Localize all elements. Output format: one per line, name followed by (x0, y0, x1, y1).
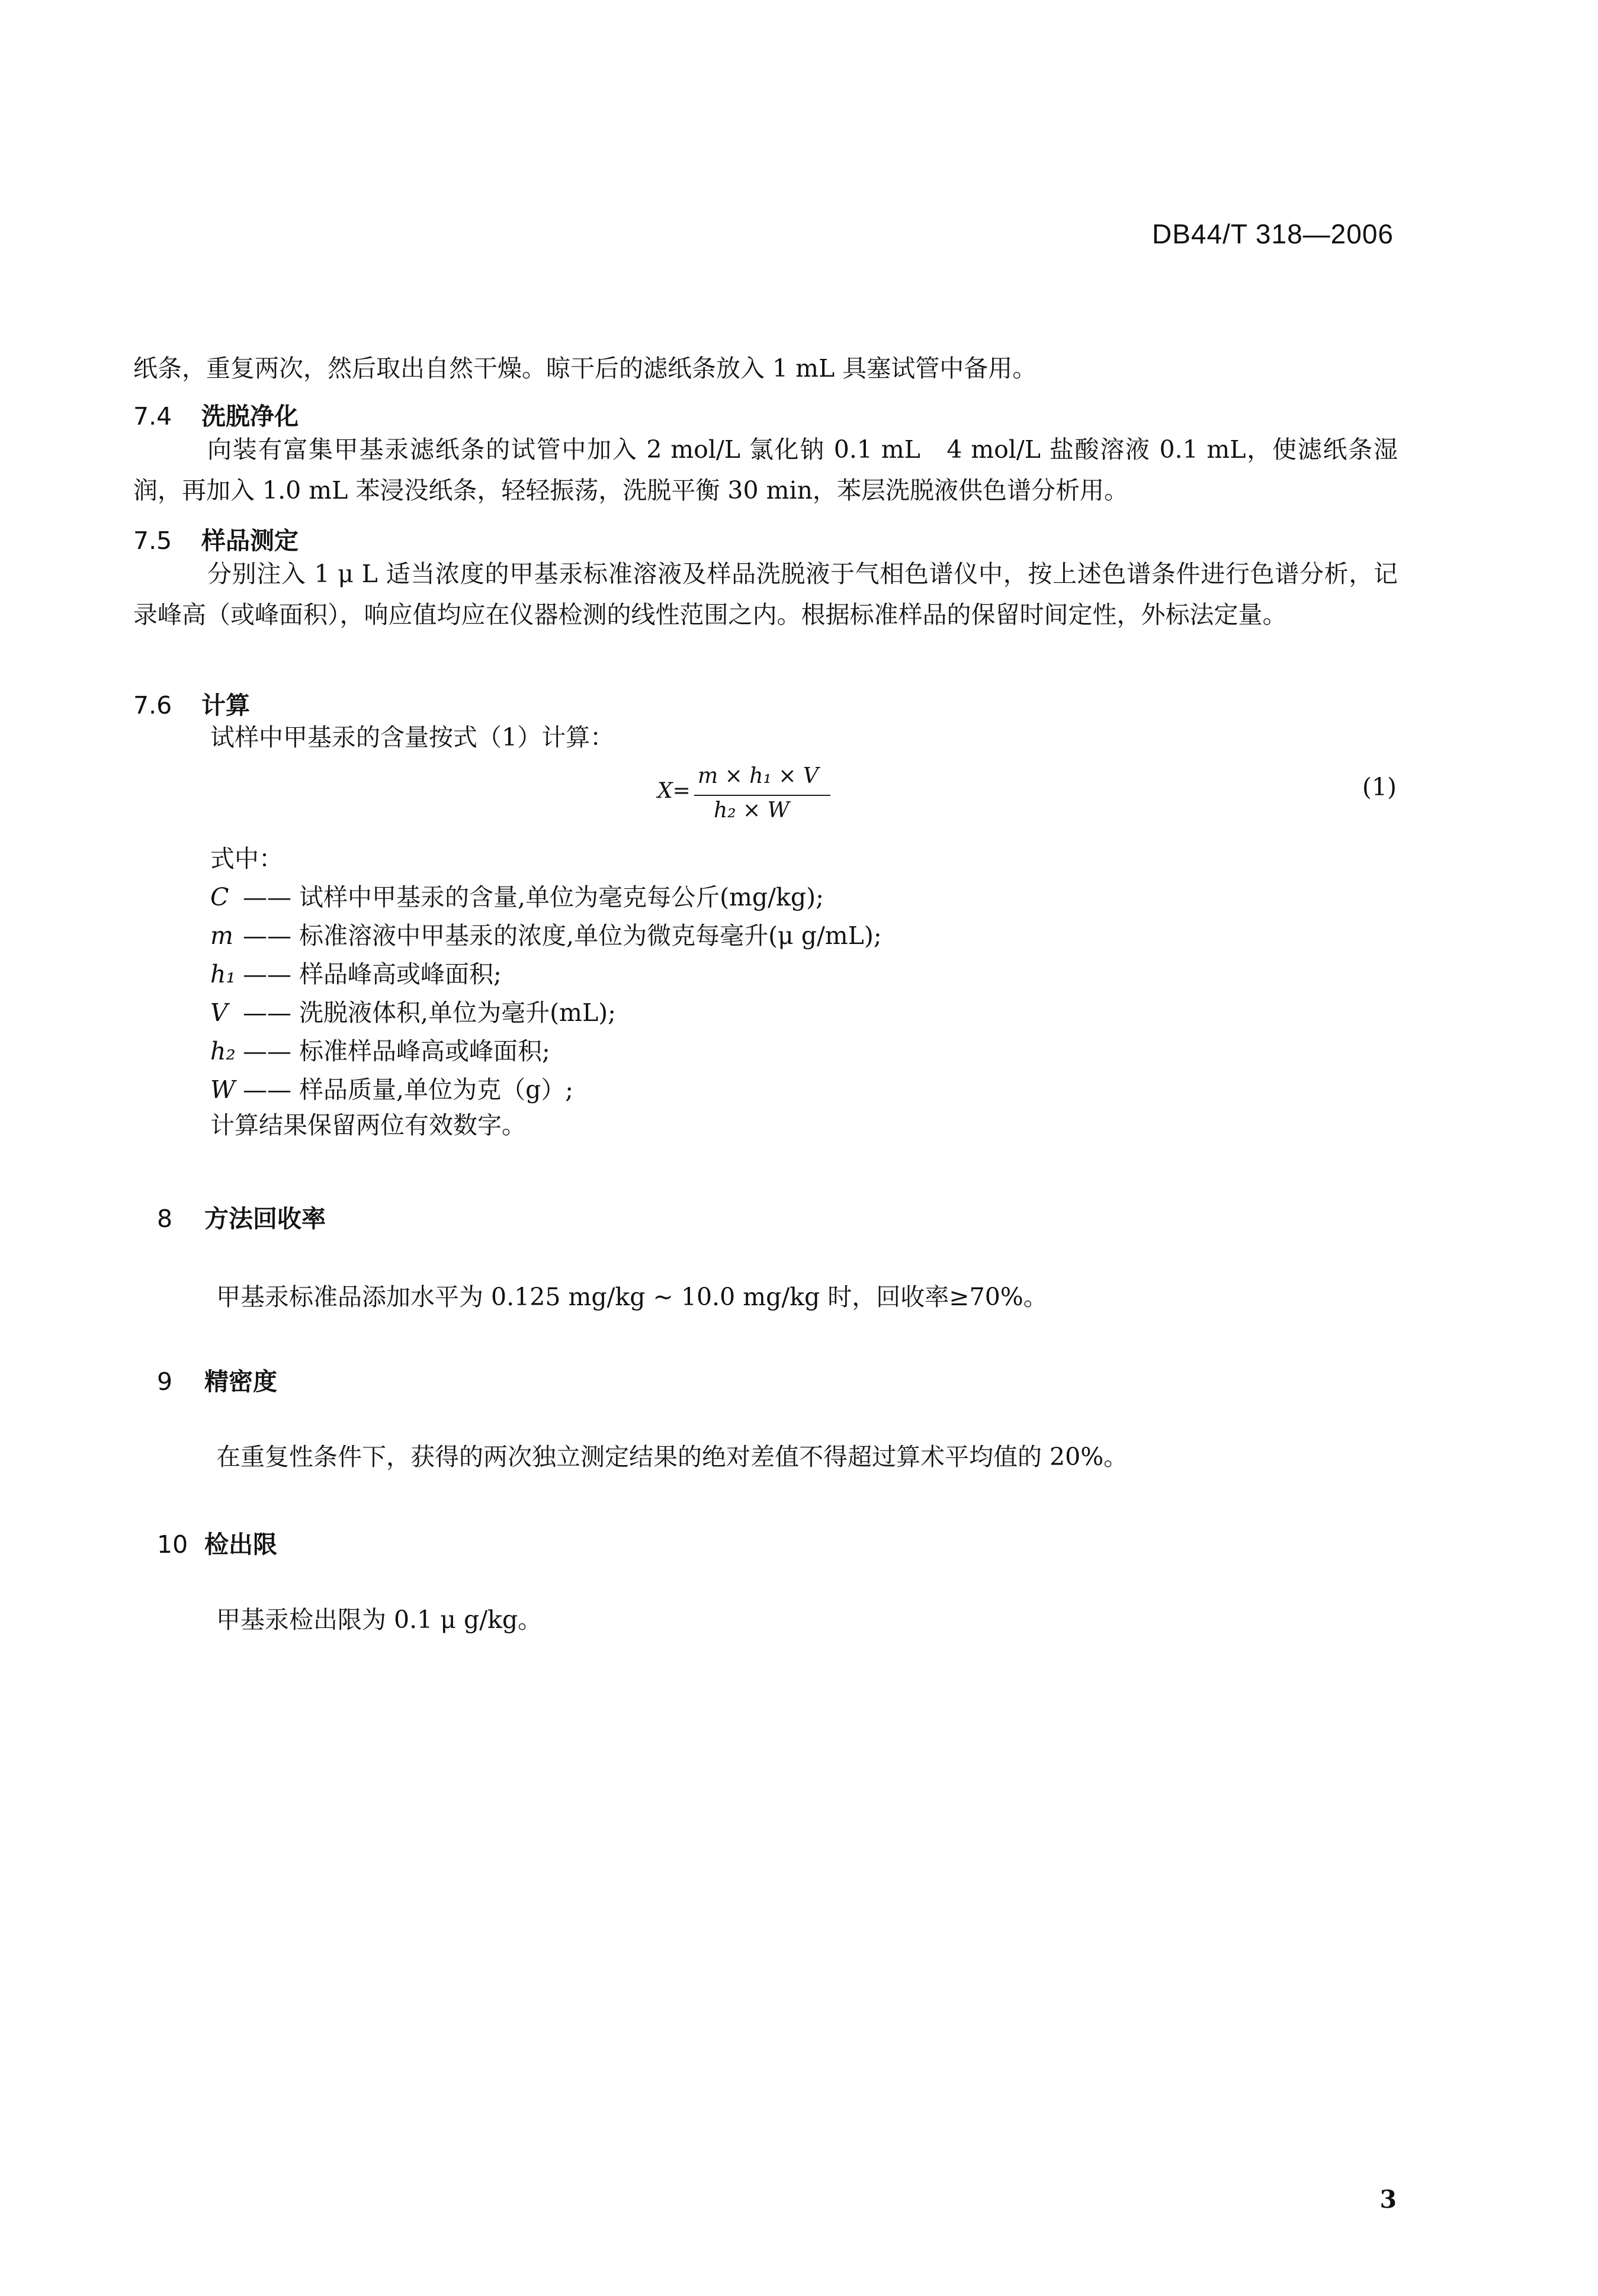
section-9-text: 在重复性条件下，获得的两次独立测定结果的绝对差值不得超过算术平均值的 20%。 (216, 1443, 1128, 1471)
section-number: 9 (157, 1367, 173, 1396)
formula-intro: 试样中甲基汞的含量按式（1）计算： (210, 723, 615, 752)
definition-text: —— 试样中甲基汞的含量,单位为毫克每公斤(mg/kg); (243, 883, 824, 911)
standard-code: DB44/T 318—2006 (1152, 219, 1394, 249)
section-10-heading (157, 1525, 277, 1560)
section-number: 7.6 (133, 691, 172, 720)
section-7-6-heading (133, 686, 250, 721)
definition-text: —— 标准样品峰高或峰面积; (243, 1037, 550, 1065)
formula-lhs: X= (657, 779, 691, 803)
section-7-5-text: 分别注入 1 μ L 适当浓度的甲基汞标准溶液及样品洗脱液于气相色谱仪中，按上述色谱条件进行色谱分析，记录峰高（或峰面积），响应值均应在仪器检测的线性范围之内。根据标准样品的保留时间定性，外标法定量。 (133, 560, 1398, 629)
page-number: 3 (1379, 2185, 1397, 2214)
section-title: 精密度 (204, 1367, 277, 1396)
section-title: 检出限 (204, 1530, 277, 1559)
definition-symbol: m (210, 921, 233, 950)
section-7-4-text: 向装有富集甲基汞滤纸条的试管中加入 2 mol/L 氯化钠 0.1 mL 4 mol/L 盐酸溶液 0.1 mL，使滤纸条湿润，再加入 1.0 mL 苯浸没纸条，轻轻振荡，洗脱平衡 30 min，苯层洗脱液供色谱分析用。 (133, 435, 1398, 505)
definition-text: —— 样品峰高或峰面积; (243, 960, 502, 988)
section-7-5-heading (133, 521, 299, 556)
section-title: 洗脱净化 (201, 402, 299, 431)
where-label: 式中： (210, 844, 283, 873)
definition-symbol: V (210, 998, 228, 1027)
section-number: 7.4 (133, 402, 172, 431)
section-title: 样品测定 (201, 526, 299, 555)
section-9-heading (157, 1362, 277, 1397)
section-number: 8 (157, 1205, 173, 1233)
section-8-text: 甲基汞标准品添加水平为 0.125 mg/kg ~ 10.0 mg/kg 时，回收率≥70%。 (216, 1283, 1048, 1311)
formula-1 (657, 764, 835, 829)
section-8-heading (157, 1199, 326, 1234)
section-number: 7.5 (133, 526, 172, 555)
section-7-4-heading (133, 397, 299, 432)
intro-line: 纸条，重复两次，然后取出自然干燥。晾干后的滤纸条放入 1 mL 具塞试管中备用。 (133, 354, 1037, 383)
definition-text: —— 样品质量,单位为克（g）; (243, 1075, 574, 1104)
definition-symbol: C (210, 883, 229, 911)
definition-h2 (210, 1032, 550, 1067)
definition-symbol: W (210, 1075, 236, 1104)
section-number: 10 (157, 1530, 188, 1559)
definition-text: —— 标准溶液中甲基汞的浓度,单位为微克每毫升(μ g/mL); (243, 921, 882, 950)
calculation-note: 计算结果保留两位有效数字。 (210, 1111, 526, 1139)
definition-text: —— 洗脱液体积,单位为毫升(mL); (243, 998, 616, 1027)
formula-denominator: h₂ × W (714, 798, 790, 823)
definition-m (210, 916, 882, 951)
equation-number: (1) (1362, 773, 1397, 801)
definition-w (210, 1070, 573, 1105)
section-title: 计算 (201, 691, 250, 720)
definition-symbol: h₁ (210, 960, 236, 988)
definition-symbol: h₂ (210, 1037, 236, 1065)
definition-c (210, 878, 824, 913)
definition-v (210, 993, 616, 1028)
section-10-text: 甲基汞检出限为 0.1 μ g/kg。 (216, 1605, 543, 1634)
fraction-bar (694, 795, 830, 796)
section-title: 方法回收率 (204, 1205, 326, 1233)
definition-h1 (210, 955, 502, 990)
formula-numerator: m × h₁ × V (698, 764, 819, 788)
